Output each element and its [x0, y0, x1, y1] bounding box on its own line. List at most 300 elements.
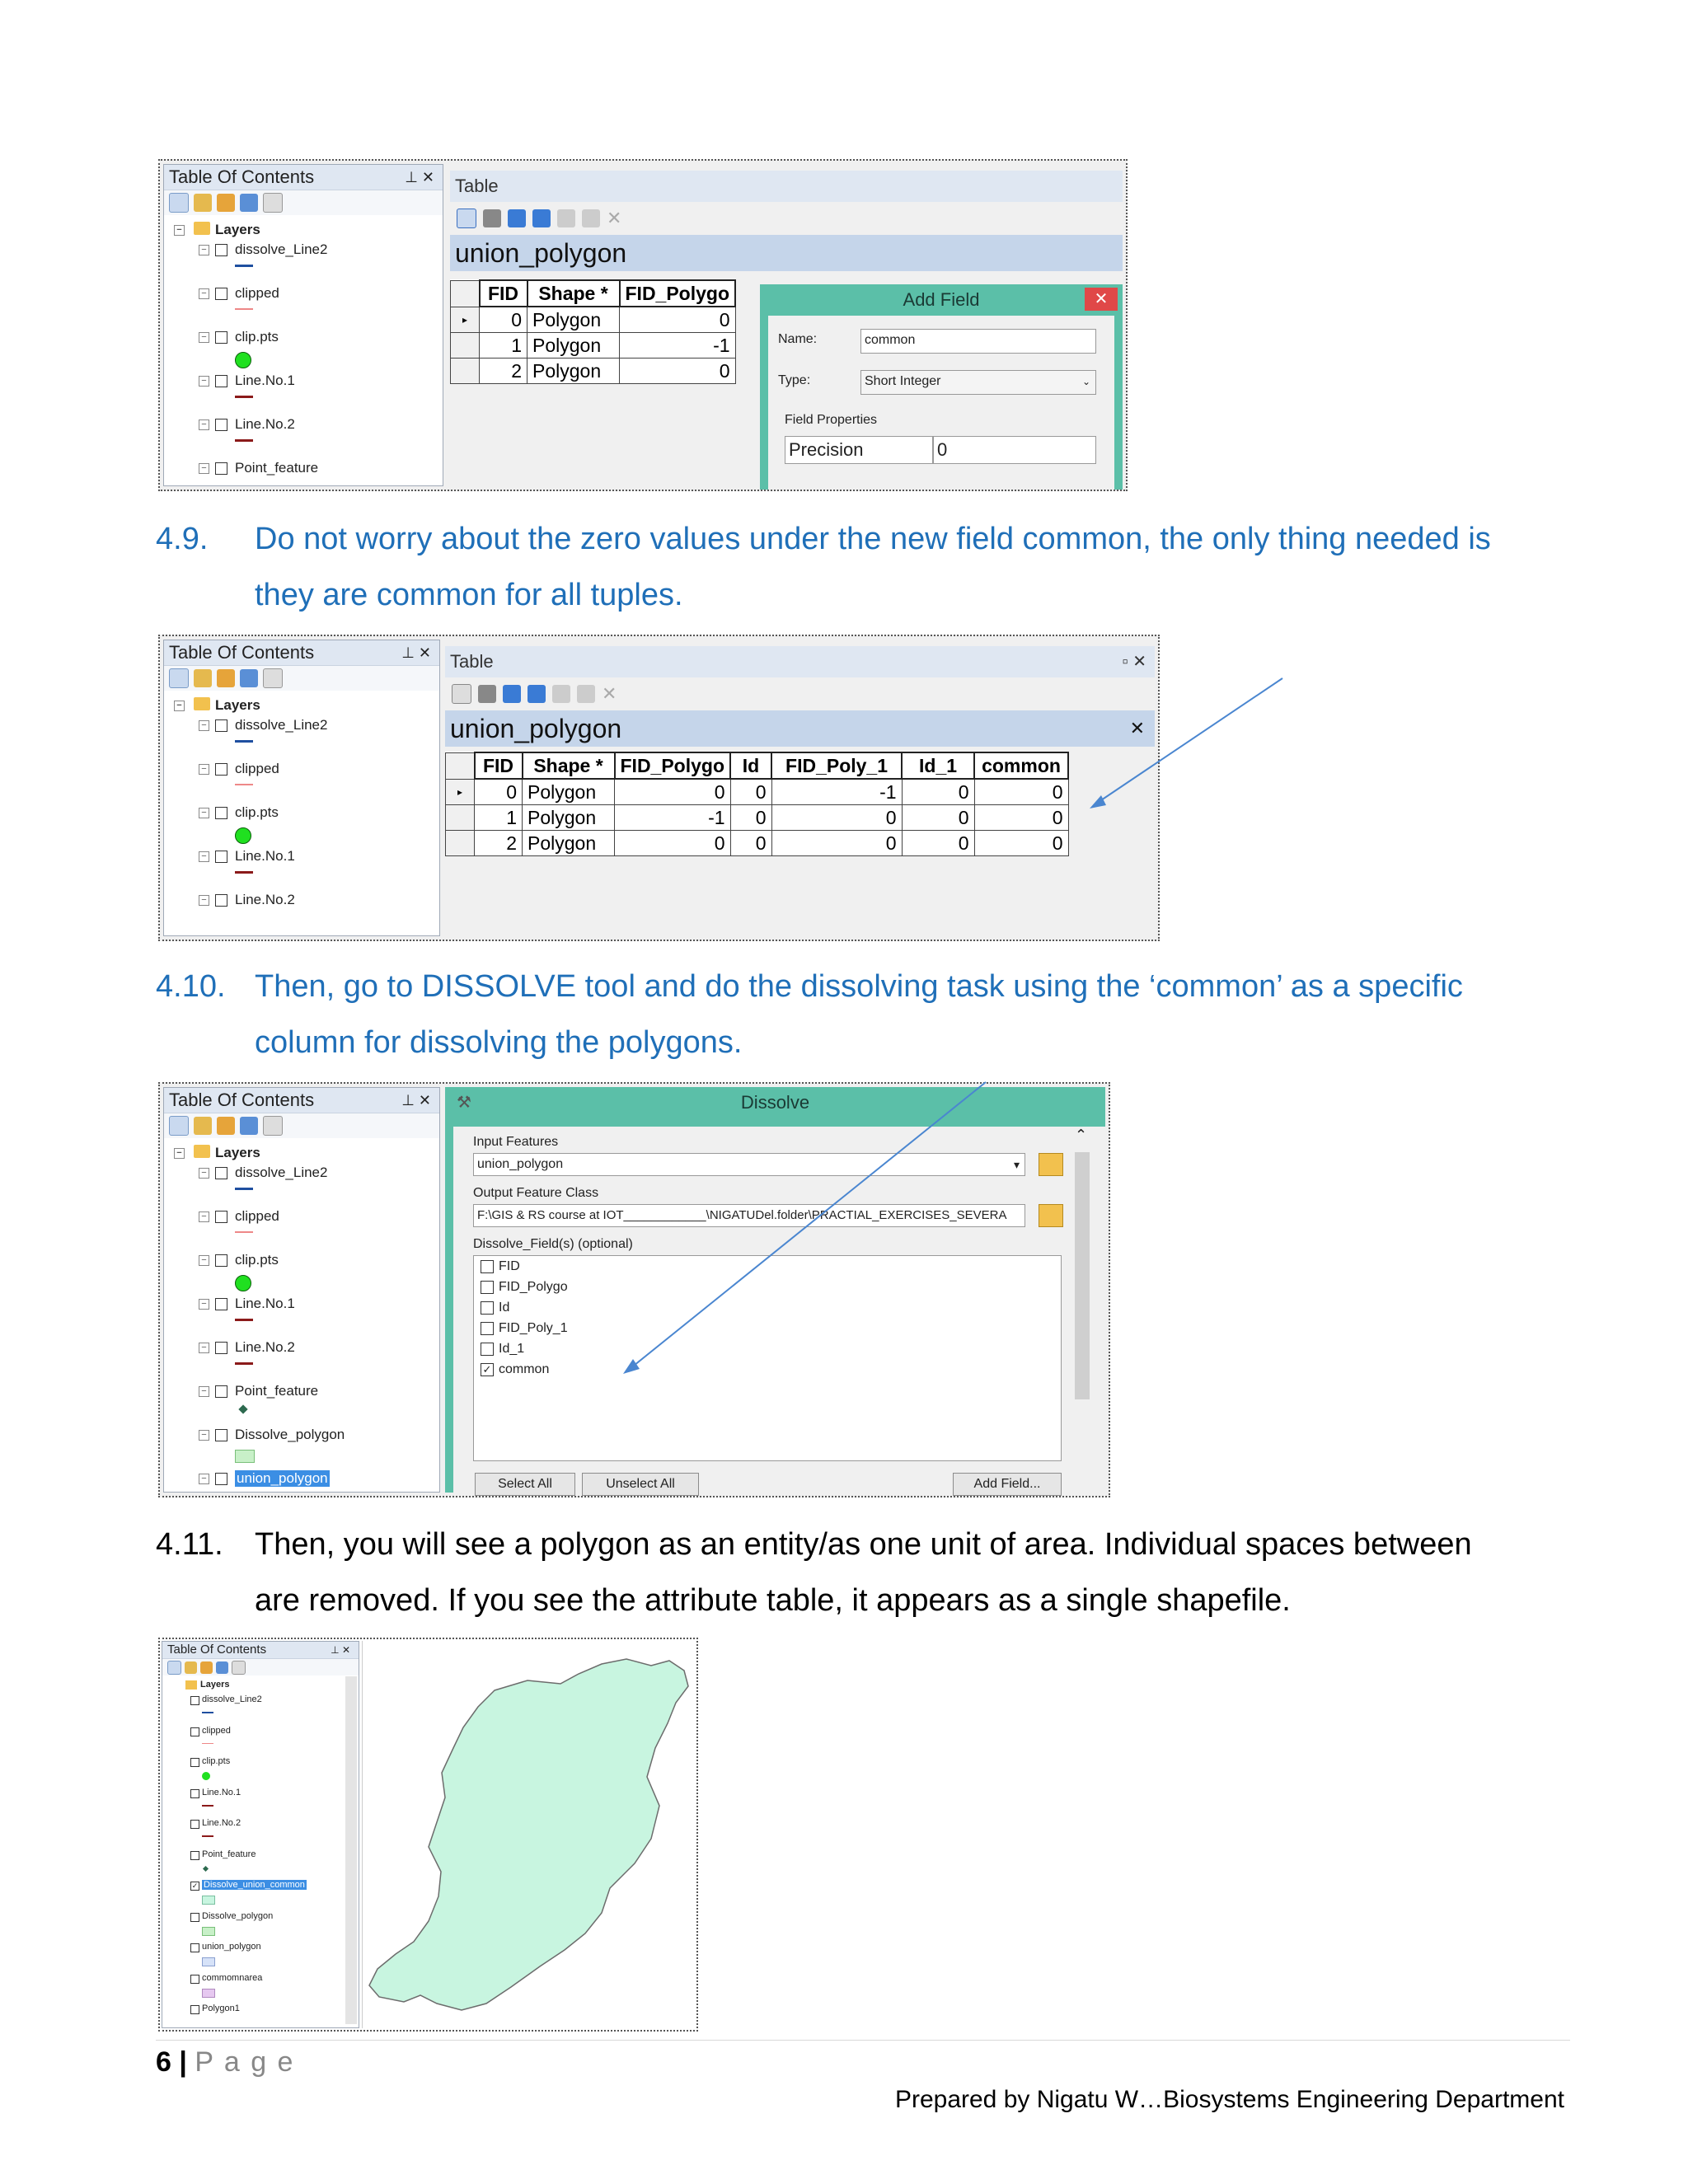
field-option-label: Id_1	[499, 1342, 525, 1356]
point-symbol-icon	[235, 827, 251, 844]
related-tables-icon[interactable]	[478, 685, 496, 703]
table-cell[interactable]: 0	[974, 779, 1068, 805]
layer-checkbox[interactable]	[215, 1254, 227, 1267]
layer-checkbox[interactable]	[215, 1429, 227, 1441]
chevron-up-icon: ⌃	[1075, 1127, 1088, 1143]
toc-toolbar	[164, 190, 443, 215]
precision-input[interactable]: 0	[933, 436, 1096, 464]
table-cell[interactable]: 1	[475, 805, 523, 831]
table-row[interactable]	[446, 805, 1069, 831]
toc-title: Table Of Contents	[169, 166, 315, 187]
list-by-drawing-order-icon[interactable]	[167, 1661, 181, 1675]
step-number: 4.9.	[156, 522, 209, 556]
layer-checkbox[interactable]	[215, 719, 227, 732]
table-cell[interactable]: 0	[974, 831, 1068, 856]
line-symbol-icon	[235, 439, 253, 442]
toc-header	[164, 640, 439, 666]
select-all-button[interactable]: Select All	[475, 1473, 575, 1496]
precision-label: Precision	[785, 436, 933, 464]
column-header[interactable]: Shape *	[528, 280, 620, 307]
list-by-selection-icon[interactable]	[240, 194, 258, 212]
point-symbol-icon	[238, 1404, 247, 1413]
layer-item[interactable]	[169, 1910, 359, 1942]
layer-label: clipped	[235, 1208, 279, 1224]
pin-close-icon[interactable]: ⊥ ✕	[401, 644, 431, 661]
options-icon[interactable]	[263, 193, 283, 213]
field-option-label: common	[499, 1362, 550, 1376]
step-text: Do not worry about the zero values under the new field common, the only thing needed is	[255, 522, 1491, 556]
layer-label: Point_feature	[235, 460, 319, 476]
point-symbol-icon	[235, 352, 251, 368]
layer-checkbox[interactable]	[215, 331, 227, 344]
field-checkbox[interactable]	[481, 1301, 494, 1315]
table-cell[interactable]: Polygon	[523, 831, 615, 856]
input-features-value: union_polygon	[477, 1157, 564, 1171]
layer-label: clip.pts	[235, 1252, 279, 1268]
column-header[interactable]: FID_Polygo	[615, 752, 731, 779]
output-feature-class-input[interactable]: F:\GIS & RS course at IOT____________\NIGATUDel.folder\PRACTIAL_EXERCISES_SEVERA	[473, 1204, 1025, 1227]
zoom-to-selected-icon[interactable]	[582, 209, 600, 227]
table-window	[445, 640, 1155, 936]
pin-close-icon[interactable]: ⊥ ✕	[331, 1644, 350, 1656]
layer-checkbox[interactable]	[215, 288, 227, 300]
switch-selection-icon[interactable]	[528, 685, 546, 703]
page-footer: 6 | P a g e	[156, 2046, 295, 2078]
list-by-visibility-icon[interactable]	[217, 1117, 235, 1135]
layer-label: Line.No.1	[235, 373, 295, 388]
layer-label: Dissolve_polygon	[202, 1910, 274, 1921]
list-by-source-icon[interactable]	[185, 1661, 197, 1674]
line-symbol-icon	[235, 1231, 253, 1233]
layer-checkbox[interactable]	[215, 1211, 227, 1223]
layer-item[interactable]: − union_polygon	[174, 1469, 439, 1493]
column-header[interactable]: FID	[475, 752, 523, 779]
layer-checkbox[interactable]	[190, 1820, 199, 1829]
options-icon[interactable]	[232, 1661, 246, 1675]
dissolved-polygon-map	[363, 1641, 697, 2028]
chevron-down-icon: ⌄	[1081, 376, 1090, 387]
polygon-symbol-icon	[235, 1450, 255, 1463]
layers-folder-icon	[194, 1145, 210, 1158]
layer-checkbox[interactable]	[215, 419, 227, 431]
layer-item[interactable]	[169, 1725, 359, 1756]
scrollbar[interactable]	[1075, 1127, 1091, 1415]
layers-label: Layers	[200, 1680, 230, 1690]
layer-label-selected: union_polygon	[237, 1470, 328, 1486]
layer-item[interactable]	[169, 1817, 359, 1849]
column-header[interactable]: Shape *	[523, 752, 615, 779]
layer-label: Line.No.2	[235, 416, 295, 432]
name-input[interactable]: common	[860, 329, 1096, 354]
layer-label: Point_feature	[235, 1383, 319, 1399]
table-cell[interactable]: 0	[730, 779, 771, 805]
step-text: Then, go to DISSOLVE tool and do the dissolving task using the ‘common’ as a specific	[255, 969, 1463, 1004]
layer-checkbox[interactable]	[215, 894, 227, 907]
toc-toolbar	[164, 666, 439, 691]
layer-item[interactable]	[169, 2003, 359, 2019]
layer-checkbox[interactable]	[215, 375, 227, 387]
delete-selected-icon[interactable]: ✕	[607, 208, 622, 228]
layer-checkbox[interactable]	[190, 1789, 199, 1798]
output-feature-class-label: Output Feature Class	[473, 1186, 599, 1200]
annotation-arrow	[1071, 672, 1302, 820]
layer-label: Line.No.1	[202, 1787, 241, 1797]
column-header[interactable]: FID	[480, 280, 528, 307]
layer-item[interactable]: − clip.pts	[174, 327, 443, 371]
table-header-row	[446, 752, 1069, 779]
layer-label: dissolve_Line2	[235, 1165, 328, 1180]
toc-layer-list	[164, 215, 443, 486]
list-by-drawing-order-icon[interactable]	[169, 668, 189, 688]
table-of-contents-panel	[163, 164, 443, 486]
table-window-title: Table	[455, 176, 499, 196]
layer-label-selected: Dissolve_union_common	[204, 1880, 305, 1890]
table-cell[interactable]: 0	[771, 831, 902, 856]
step-text: column for dissolving the polygons.	[255, 1025, 743, 1060]
field-option-label: FID_Poly_1	[499, 1321, 568, 1335]
column-header[interactable]: Id	[730, 752, 771, 779]
table-cell[interactable]: 2	[475, 831, 523, 856]
step-text: are removed. If you see the attribute table, it appears as a single shapefile.	[255, 1583, 1291, 1618]
table-of-contents-panel	[163, 640, 440, 936]
footer-rule	[156, 2040, 1570, 2041]
layer-item[interactable]: − dissolve_Line2	[174, 240, 443, 284]
unselect-all-button[interactable]: Unselect All	[582, 1473, 699, 1496]
line-symbol-icon	[202, 1743, 213, 1744]
chevron-down-icon: ▾	[1013, 1158, 1020, 1171]
polygon-symbol-icon	[202, 1896, 215, 1905]
layer-item[interactable]: − dissolve_Line2	[174, 1163, 439, 1207]
line-symbol-icon	[235, 308, 253, 310]
table-window-header	[450, 171, 1123, 202]
list-by-visibility-icon[interactable]	[200, 1661, 213, 1674]
screenshot-table-common	[158, 635, 1160, 941]
layer-item[interactable]: − clipped	[174, 759, 439, 803]
table-window-header	[445, 646, 1155, 677]
line-symbol-icon	[235, 784, 253, 785]
toc-toolbar	[162, 1659, 359, 1675]
layer-label: clipped	[235, 761, 279, 776]
layer-item[interactable]	[169, 1879, 359, 1910]
layer-item[interactable]	[169, 1755, 359, 1787]
layer-checkbox[interactable]	[215, 763, 227, 776]
table-of-contents-panel	[163, 1087, 440, 1493]
table-cell[interactable]: -1	[620, 333, 736, 359]
clear-selection-icon[interactable]	[557, 209, 575, 227]
table-cell[interactable]: 0	[730, 805, 771, 831]
attribute-table	[450, 279, 736, 384]
layers-label: Layers	[215, 1145, 260, 1160]
attribute-table	[445, 752, 1069, 856]
layer-item[interactable]: − Line.No.2	[174, 1338, 439, 1381]
layer-item[interactable]: − Dissolve_polygon	[174, 1425, 439, 1469]
delete-selected-icon[interactable]: ✕	[602, 683, 617, 704]
step-text: they are common for all tuples.	[255, 578, 683, 612]
add-field-title: Add Field	[903, 289, 980, 310]
table-options-icon[interactable]	[457, 209, 476, 228]
add-field-button[interactable]: Add Field...	[953, 1473, 1062, 1496]
layer-checkbox[interactable]	[215, 462, 227, 475]
screenshot-dissolved-map	[158, 1638, 698, 2032]
layer-item[interactable]: − clip.pts	[174, 803, 439, 846]
options-icon[interactable]	[263, 1116, 283, 1136]
line-symbol-icon	[235, 265, 253, 267]
layers-group[interactable]	[169, 1679, 359, 1694]
table-cell[interactable]: 0	[730, 831, 771, 856]
layers-label: Layers	[215, 697, 260, 713]
layer-checkbox[interactable]	[215, 1167, 227, 1179]
list-by-visibility-icon[interactable]	[217, 194, 235, 212]
table-row[interactable]: ▸ 0 Polygon 0	[451, 307, 736, 333]
toc-toolbar	[164, 1113, 439, 1138]
layer-checkbox[interactable]	[190, 1975, 199, 1984]
line-symbol-icon	[202, 1712, 213, 1713]
map-view[interactable]	[362, 1641, 695, 2028]
list-by-drawing-order-icon[interactable]	[169, 1116, 189, 1136]
select-by-attributes-icon[interactable]	[503, 685, 521, 703]
layer-checkbox[interactable]	[215, 851, 227, 863]
table-cell[interactable]: 0	[480, 307, 528, 333]
table-cell[interactable]: 2	[480, 359, 528, 384]
polygon-symbol-icon	[202, 1989, 215, 1998]
dissolve-title: Dissolve	[740, 1092, 810, 1113]
layer-item[interactable]	[169, 1849, 359, 1880]
layer-checkbox[interactable]	[190, 1943, 199, 1952]
layer-item[interactable]	[169, 1694, 359, 1725]
layer-checkbox[interactable]	[190, 1851, 199, 1860]
toc-header	[164, 165, 443, 190]
table-of-contents-panel	[162, 1641, 359, 2028]
polygon-symbol-icon	[202, 1927, 215, 1936]
toc-layer-list	[162, 1675, 359, 2019]
layer-label: Dissolve_polygon	[235, 1427, 345, 1442]
table-cell[interactable]: Polygon	[523, 779, 615, 805]
table-toolbar	[450, 202, 1123, 235]
related-tables-icon[interactable]	[483, 209, 501, 227]
field-checkbox[interactable]	[481, 1322, 494, 1335]
table-row[interactable]	[451, 333, 736, 359]
point-symbol-icon	[235, 1275, 251, 1291]
layer-checkbox[interactable]	[215, 1385, 227, 1398]
table-toolbar	[445, 677, 1155, 710]
layer-item[interactable]: − Point_feature	[174, 458, 443, 486]
layer-item[interactable]: − Line.No.1	[174, 846, 439, 890]
table-cell[interactable]: 1	[480, 333, 528, 359]
layer-checkbox[interactable]	[190, 1696, 199, 1705]
step-number: 4.10.	[156, 969, 226, 1004]
layer-checkbox[interactable]	[215, 1298, 227, 1310]
scrollbar[interactable]	[345, 1676, 357, 2024]
layer-label: clipped	[235, 285, 279, 301]
table-name-bar	[450, 235, 1123, 271]
table-cell[interactable]: 0	[771, 805, 902, 831]
line-symbol-icon	[235, 1319, 253, 1321]
dissolved-polygon	[369, 1659, 688, 2010]
layer-label: clip.pts	[235, 329, 279, 344]
options-icon[interactable]	[263, 668, 283, 688]
layer-checkbox[interactable]	[190, 1913, 199, 1922]
layer-label: Line.No.1	[235, 1296, 295, 1311]
list-by-drawing-order-icon[interactable]	[169, 193, 189, 213]
type-select[interactable]	[860, 370, 1096, 395]
name-label: Name:	[778, 332, 818, 346]
layer-item[interactable]: − Point_feature	[174, 1381, 439, 1425]
type-value: Short Integer	[865, 374, 941, 388]
step-text: Then, you will see a polygon as an entity/as one unit of area. Individual spaces between	[255, 1527, 1472, 1562]
list-by-visibility-icon[interactable]	[217, 669, 235, 687]
scrollbar-thumb[interactable]	[1075, 1152, 1090, 1399]
layer-item[interactable]: − clip.pts	[174, 1250, 439, 1294]
open-folder-icon[interactable]	[1039, 1204, 1063, 1227]
input-features-label: Input Features	[473, 1135, 559, 1149]
layer-item[interactable]: − Line.No.1	[174, 371, 443, 415]
line-symbol-icon	[235, 740, 253, 743]
open-folder-icon[interactable]	[1039, 1153, 1063, 1176]
table-header-row	[451, 280, 736, 307]
table-cell[interactable]: 0	[620, 307, 736, 333]
list-by-selection-icon[interactable]	[216, 1661, 228, 1674]
layer-label: Point_feature	[202, 1849, 256, 1859]
layer-label: Line.No.2	[235, 892, 295, 907]
line-symbol-icon	[235, 1362, 253, 1365]
page-number: 6	[156, 2046, 171, 2078]
layer-item[interactable]: − clipped	[174, 1207, 439, 1250]
layer-label: Line.No.1	[235, 848, 295, 864]
zoom-to-selected-icon[interactable]	[577, 685, 595, 703]
page-label: P a g e	[195, 2046, 295, 2078]
layer-checkbox[interactable]	[215, 1473, 227, 1485]
table-cell[interactable]: 0	[475, 779, 523, 805]
layer-label: union_polygon	[202, 1942, 261, 1952]
layer-item[interactable]: − clipped	[174, 284, 443, 327]
toc-title: Table Of Contents	[167, 1643, 267, 1657]
add-field-dialog	[760, 284, 1123, 491]
polygon-symbol-icon	[202, 1957, 215, 1966]
field-checkbox[interactable]	[481, 1281, 494, 1294]
point-symbol-icon	[202, 1772, 210, 1780]
close-icon[interactable]: ✕	[1129, 718, 1145, 738]
table-cell[interactable]: Polygon	[528, 359, 620, 384]
field-option-label: FID	[499, 1259, 520, 1273]
select-by-attributes-icon[interactable]	[508, 209, 526, 227]
layers-label: Layers	[215, 222, 260, 237]
type-label: Type:	[778, 373, 811, 387]
layer-label: clipped	[202, 1725, 231, 1736]
toc-layer-list	[164, 691, 439, 934]
table-cell[interactable]: Polygon	[523, 805, 615, 831]
field-option-label: FID_Polygo	[499, 1280, 568, 1294]
table-row[interactable]: ▸ 0 Polygon 0 0 -1 0 0	[446, 779, 1069, 805]
field-option-label: Id	[499, 1301, 510, 1315]
toc-header	[164, 1088, 439, 1113]
list-by-source-icon[interactable]	[194, 1117, 212, 1135]
dissolve-fields-label: Dissolve_Field(s) (optional)	[473, 1237, 633, 1251]
layer-label: dissolve_Line2	[235, 717, 328, 733]
list-by-selection-icon[interactable]	[240, 1117, 258, 1135]
layer-item[interactable]: − dissolve_Line2	[174, 715, 439, 759]
layer-checkbox[interactable]	[215, 807, 227, 819]
screenshot-add-field	[158, 159, 1128, 491]
table-cell[interactable]: 0	[902, 831, 974, 856]
prepared-by: Prepared by Nigatu W…Biosystems Engineering Department	[894, 2086, 1564, 2113]
window-controls-icon[interactable]: ▫ ✕	[1122, 653, 1146, 671]
table-cell[interactable]: -1	[615, 805, 731, 831]
list-by-source-icon[interactable]	[194, 194, 212, 212]
table-cell[interactable]: Polygon	[528, 307, 620, 333]
layer-item[interactable]	[169, 1972, 359, 2004]
toc-title: Table Of Contents	[169, 1090, 315, 1110]
pin-close-icon[interactable]: ⊥ ✕	[405, 169, 434, 185]
table-cell[interactable]: 0	[620, 359, 736, 384]
column-header[interactable]: Id_1	[902, 752, 974, 779]
table-name: union_polygon	[450, 714, 622, 743]
layer-label: Line.No.2	[235, 1339, 295, 1355]
layers-group[interactable]: − Layers	[174, 220, 443, 240]
field-checkbox[interactable]	[481, 1260, 494, 1273]
close-icon[interactable]: ✕	[1085, 288, 1118, 311]
layer-checkbox[interactable]	[190, 1727, 199, 1736]
table-cell[interactable]: 0	[902, 805, 974, 831]
layers-group[interactable]: − Layers	[174, 696, 439, 715]
hammer-icon: ⚒	[457, 1094, 471, 1112]
table-cell[interactable]: Polygon	[528, 333, 620, 359]
list-by-source-icon[interactable]	[194, 669, 212, 687]
layers-folder-icon	[194, 697, 210, 710]
layer-label: clip.pts	[202, 1756, 231, 1766]
switch-selection-icon[interactable]	[532, 209, 551, 227]
layer-item[interactable]: − Line.No.2	[174, 890, 439, 934]
field-properties-label: Field Properties	[785, 413, 878, 427]
table-cell[interactable]: 0	[974, 805, 1068, 831]
layer-label: Polygon1	[202, 2004, 240, 2013]
table-cell[interactable]: 0	[615, 831, 731, 856]
field-checkbox[interactable]	[481, 1343, 494, 1356]
point-symbol-icon	[203, 1865, 209, 1871]
line-symbol-icon	[235, 396, 253, 398]
column-header[interactable]: FID_Polygo	[620, 280, 736, 307]
layer-checkbox[interactable]	[190, 2005, 199, 2014]
table-row[interactable]	[451, 359, 736, 384]
table-cell[interactable]: 0	[902, 779, 974, 805]
layer-item[interactable]: − Line.No.1	[174, 1294, 439, 1338]
layer-checkbox[interactable]	[215, 1342, 227, 1354]
table-options-icon[interactable]	[452, 684, 471, 704]
layers-group[interactable]: − Layers	[174, 1143, 439, 1163]
list-by-selection-icon[interactable]	[240, 669, 258, 687]
table-name: union_polygon	[455, 238, 627, 268]
layer-item[interactable]: − Line.No.2	[174, 415, 443, 458]
clear-selection-icon[interactable]	[552, 685, 570, 703]
table-window-title: Table	[450, 651, 494, 672]
field-checkbox-checked[interactable]: ✓	[481, 1363, 494, 1376]
layer-checkbox[interactable]	[190, 1758, 199, 1767]
layer-item[interactable]	[169, 1941, 359, 1972]
layers-folder-icon	[194, 222, 210, 235]
table-name-bar	[445, 710, 1155, 747]
layer-checkbox[interactable]	[215, 244, 227, 256]
table-row[interactable]	[446, 831, 1069, 856]
column-header[interactable]: FID_Poly_1	[771, 752, 902, 779]
layer-item[interactable]	[169, 1787, 359, 1818]
line-symbol-icon	[235, 871, 253, 874]
add-field-title-bar	[760, 284, 1123, 316]
pin-close-icon[interactable]: ⊥ ✕	[401, 1092, 431, 1108]
table-cell[interactable]: -1	[771, 779, 902, 805]
table-cell[interactable]: 0	[615, 779, 731, 805]
add-field-body	[768, 316, 1114, 491]
layer-checkbox-checked[interactable]: ✓	[191, 1882, 199, 1890]
column-header[interactable]: common	[974, 752, 1068, 779]
